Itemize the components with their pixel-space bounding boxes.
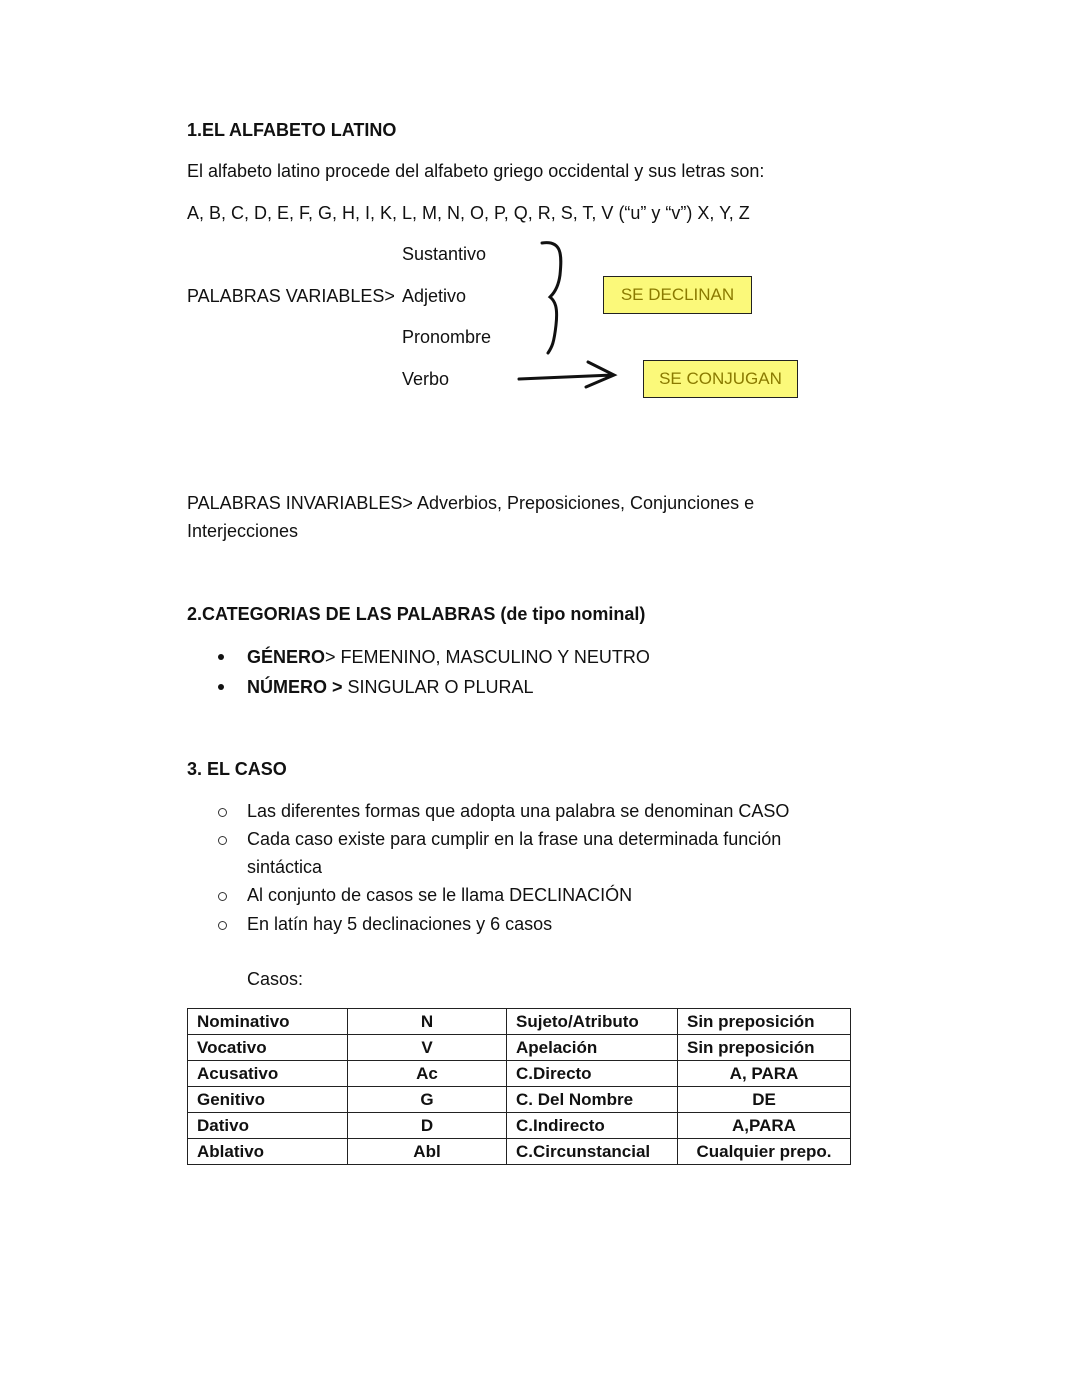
variables-label: PALABRAS VARIABLES> (187, 286, 395, 306)
table-cell: Abl (348, 1139, 507, 1165)
table-cell: Ablativo (188, 1139, 348, 1165)
table-cell: C. Del Nombre (507, 1087, 678, 1113)
caso-item-continuation: sintáctica (247, 857, 323, 877)
arrow-right-icon (519, 362, 614, 387)
alphabet-intro: El alfabeto latino procede del alfabeto griego occidental y sus letras son: (187, 161, 765, 181)
table-cell: A,PARA (678, 1113, 851, 1139)
category-genero (247, 646, 650, 668)
table-cell: Ac (348, 1061, 507, 1087)
table-cell: Cualquier prepo. (678, 1139, 851, 1165)
table-cell: Sin preposición (678, 1035, 851, 1061)
table-cell: Genitivo (188, 1087, 348, 1113)
circle-bullet-icon (218, 921, 227, 930)
category-numero (247, 676, 534, 698)
table-cell: D (348, 1113, 507, 1139)
table-cell: Vocativo (188, 1035, 348, 1061)
caso-item: Cada caso existe para cumplir en la frase una determinada función (247, 829, 782, 849)
table-row (188, 1035, 851, 1061)
alphabet-letters: A, B, C, D, E, F, G, H, I, K, L, M, N, O, P, Q, R, S, T, V (“u” y “v”) X, Y, Z (187, 203, 750, 223)
genero-label: GÉNERO (247, 647, 326, 667)
section-1-title: 1.EL ALFABETO LATINO (187, 120, 397, 140)
section-2-title: 2.CATEGORIAS DE LAS PALABRAS (de tipo nominal) (187, 604, 646, 624)
curly-brace-icon (542, 243, 561, 353)
se-conjugan-box: SE CONJUGAN (643, 360, 798, 398)
table-row (188, 1139, 851, 1165)
bullet-icon (218, 654, 224, 660)
table-cell: Sujeto/Atributo (507, 1009, 678, 1035)
caso-item: En latín hay 5 declinaciones y 6 casos (247, 914, 553, 934)
invariables-line-1: PALABRAS INVARIABLES> Adverbios, Preposiciones, Conjunciones e (187, 493, 755, 513)
table-row (188, 1009, 851, 1035)
table-cell: G (348, 1087, 507, 1113)
variable-pronombre: Pronombre (402, 327, 492, 347)
brace-and-arrow-drawing (500, 235, 640, 395)
table-row (188, 1061, 851, 1087)
table-cell: C.Directo (507, 1061, 678, 1087)
genero-text: > FEMENINO, MASCULINO Y NEUTRO (325, 647, 650, 667)
circle-bullet-icon (218, 836, 227, 845)
table-cell: C.Indirecto (507, 1113, 678, 1139)
table-cell: C.Circunstancial (507, 1139, 678, 1165)
table-cell: Nominativo (188, 1009, 348, 1035)
table-cell: Apelación (507, 1035, 678, 1061)
numero-text: SINGULAR O PLURAL (342, 677, 534, 697)
caso-item: Las diferentes formas que adopta una palabra se denominan CASO (247, 801, 790, 821)
bullet-icon (218, 684, 224, 690)
table-cell: V (348, 1035, 507, 1061)
table-row (188, 1113, 851, 1139)
variable-verbo: Verbo (402, 369, 450, 389)
casos-label: Casos: (247, 969, 304, 989)
table-cell: N (348, 1009, 507, 1035)
variable-adjetivo: Adjetivo (402, 286, 467, 306)
table-row (188, 1087, 851, 1113)
circle-bullet-icon (218, 892, 227, 901)
invariables-line-2: Interjecciones (187, 521, 299, 541)
table-cell: Acusativo (188, 1061, 348, 1087)
circle-bullet-icon (218, 808, 227, 817)
table-cell: Dativo (188, 1113, 348, 1139)
variable-sustantivo: Sustantivo (402, 244, 487, 264)
table-cell: DE (678, 1087, 851, 1113)
numero-label: NÚMERO > (247, 677, 343, 697)
caso-item: Al conjunto de casos se le llama DECLINACIÓN (247, 885, 633, 905)
section-3-title: 3. EL CASO (187, 759, 287, 779)
se-declinan-box: SE DECLINAN (603, 276, 752, 314)
table-cell: A, PARA (678, 1061, 851, 1087)
casos-table (187, 1008, 851, 1165)
table-cell: Sin preposición (678, 1009, 851, 1035)
